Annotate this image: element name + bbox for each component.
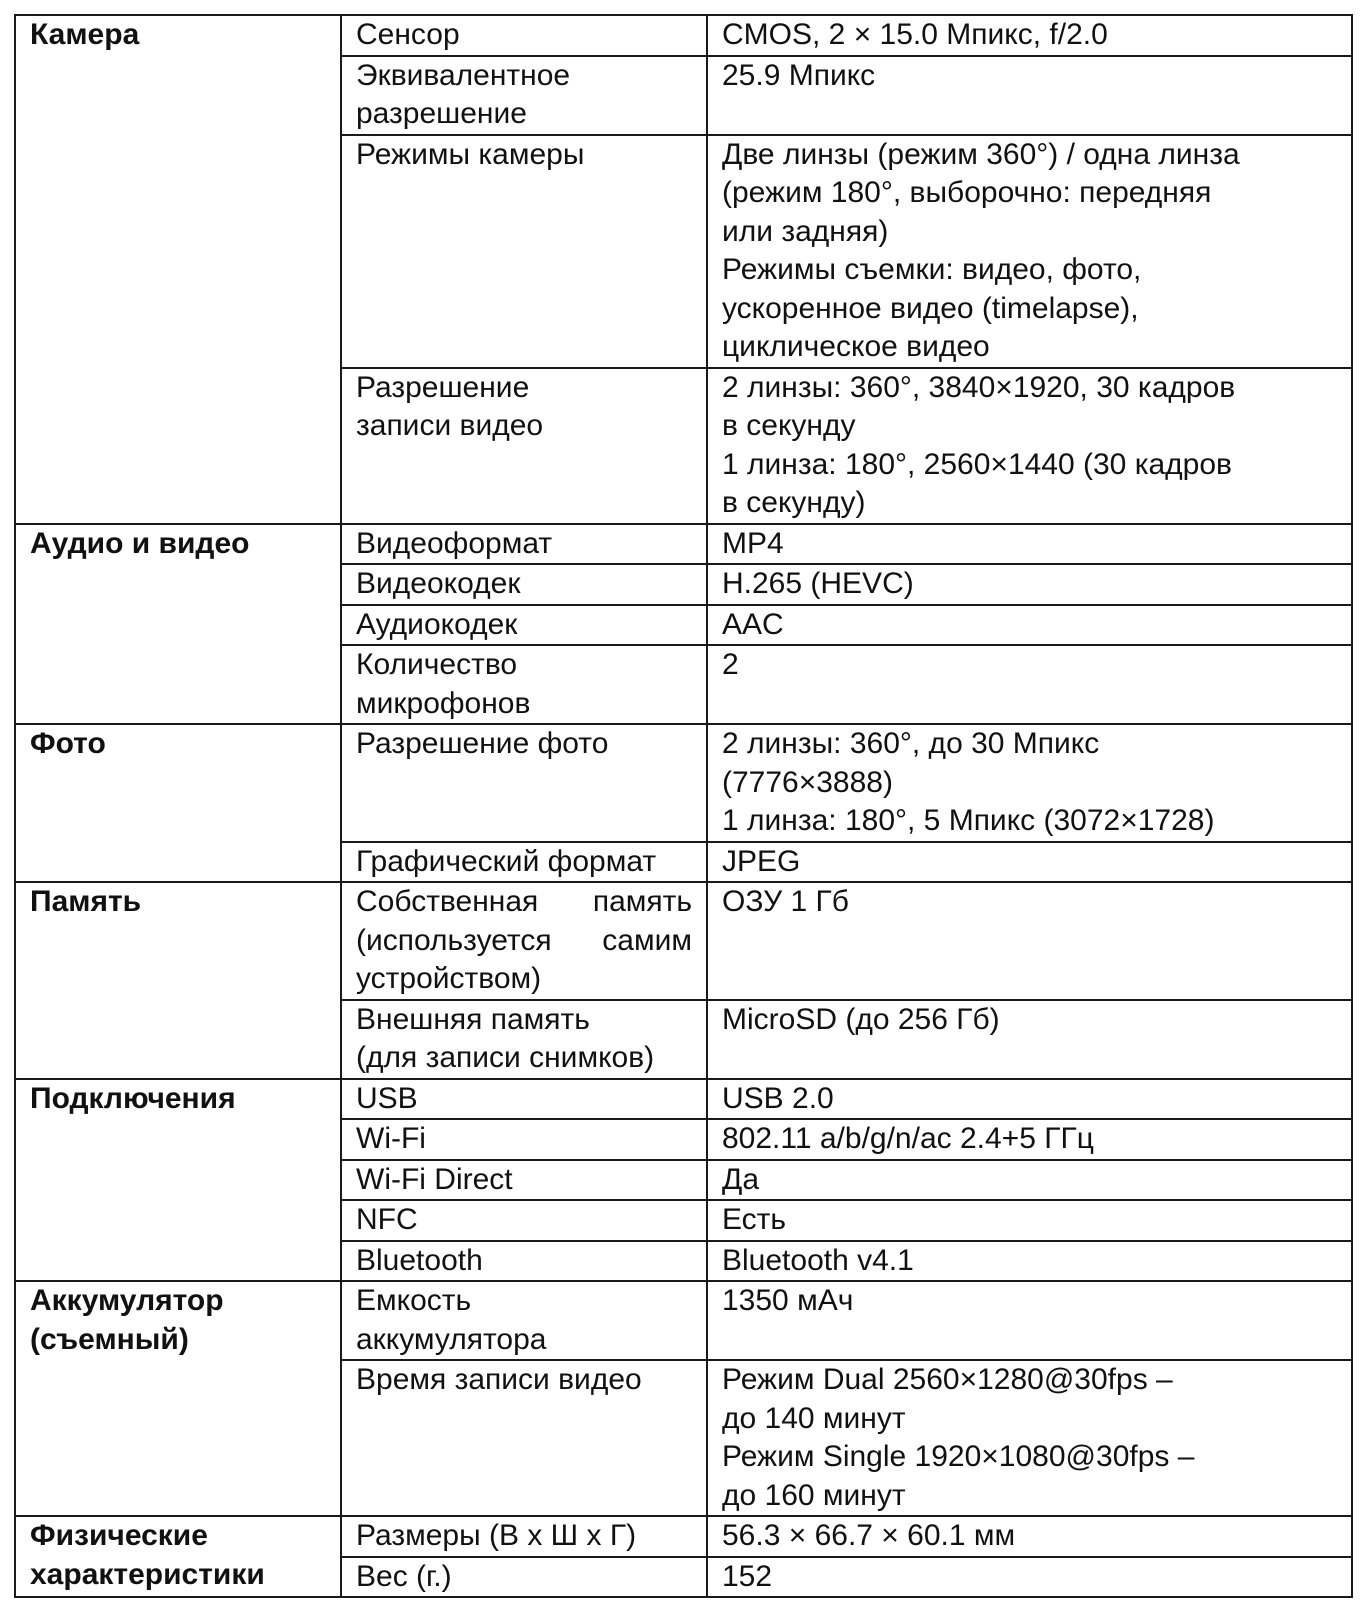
param-value-line: Режим Dual 2560×1280@30fps –: [722, 1363, 1173, 1396]
group-label: [15, 1516, 341, 1597]
param-name-line: разрешение: [356, 97, 527, 130]
param-name-line: Вес (г.): [356, 1559, 452, 1593]
param-name-line: микрофонов: [356, 686, 531, 720]
param-name: [341, 564, 707, 605]
param-value: [707, 605, 1352, 646]
param-value: [707, 1360, 1352, 1516]
param-name: [341, 1000, 707, 1079]
param-name-line: NFC: [356, 1203, 418, 1236]
param-value-line: циклическое видео: [722, 330, 990, 363]
param-value-line: 25.9 Мпикс: [722, 58, 876, 92]
param-value-line: в секунду: [722, 409, 856, 442]
param-name-line: Аудиокодек: [356, 607, 518, 641]
param-value: [707, 882, 1352, 1000]
spec-row: [15, 1516, 1352, 1557]
group-label: [15, 15, 341, 524]
param-value-line: USB 2.0: [722, 1081, 834, 1115]
param-name-line: Внешняя память: [356, 1002, 590, 1036]
param-name: [341, 882, 707, 1000]
group-label-line: Фото: [30, 727, 106, 760]
param-value-line: 1350 мАч: [722, 1284, 854, 1317]
param-value-line: (7776×3888): [722, 765, 893, 799]
param-name-line: Wi-Fi Direct: [356, 1162, 513, 1196]
param-value-line: до 140 минут: [722, 1401, 906, 1435]
param-value-line: 2 линзы: 360°, 3840×1920, 30 кадров: [722, 370, 1236, 404]
param-name-line: Видеоформат: [356, 526, 553, 560]
param-name: [341, 1516, 707, 1557]
param-name-line: аккумулятора: [356, 1322, 547, 1356]
spec-row: [15, 1079, 1352, 1120]
param-value-line: Две линзы (режим 360°) / одна линза: [722, 137, 1240, 171]
param-name: [341, 842, 707, 883]
param-value-line: JPEG: [722, 844, 801, 878]
param-name-line: Графический формат: [356, 844, 657, 878]
param-value-line: 2 линзы: 360°, до 30 Мпикс: [722, 727, 1100, 760]
param-name-line: (используется самим: [356, 923, 692, 957]
param-name-line: Собственная память: [356, 885, 692, 918]
param-name: [341, 1281, 707, 1360]
param-name-line: Эквивалентное: [356, 58, 571, 92]
param-name-line: Разрешение: [356, 370, 530, 404]
param-value-line: (режим 180°, выборочно: передняя: [722, 176, 1212, 209]
param-name: [341, 56, 707, 135]
group-label: [15, 724, 341, 882]
param-value: [707, 1160, 1352, 1201]
param-value: [707, 524, 1352, 565]
param-name-line: Wi-Fi: [356, 1122, 426, 1155]
param-value: [707, 368, 1352, 524]
param-value: [707, 135, 1352, 368]
param-value-line: Bluetooth v4.1: [722, 1243, 914, 1277]
param-value: [707, 15, 1352, 56]
param-value-line: 1 линза: 180°, 2560×1440 (30 кадров: [722, 447, 1232, 481]
param-value-line: Режим Single 1920×1080@30fps –: [722, 1440, 1195, 1473]
param-name-line: Разрешение фото: [356, 727, 609, 760]
specs-table: [14, 14, 1353, 1598]
param-value-line: до 160 минут: [722, 1478, 906, 1512]
spec-row: [15, 724, 1352, 842]
group-label: [15, 1079, 341, 1282]
param-value-line: или задняя): [722, 214, 889, 248]
param-value-line: ускоренное видео (timelapse),: [722, 291, 1139, 325]
param-name: [341, 1200, 707, 1241]
param-value-line: Да: [722, 1162, 760, 1196]
param-value-line: 1 линза: 180°, 5 Мпикс (3072×1728): [722, 804, 1215, 837]
param-name-line: записи видео: [356, 409, 544, 442]
param-name: [341, 605, 707, 646]
param-name-line: устройством): [356, 962, 542, 995]
spec-row: [15, 882, 1352, 1000]
param-name-line: (для записи снимков): [356, 1041, 655, 1074]
param-name: [341, 724, 707, 842]
param-name-line: Емкость: [356, 1284, 472, 1317]
spec-row: [15, 524, 1352, 565]
param-name-line: Режимы камеры: [356, 137, 585, 171]
param-name: [341, 1557, 707, 1598]
param-name-line: Время записи видео: [356, 1363, 642, 1396]
param-value: [707, 1281, 1352, 1360]
param-name: [341, 1119, 707, 1160]
group-label: [15, 882, 341, 1079]
param-name-line: USB: [356, 1081, 418, 1115]
param-name: [341, 1360, 707, 1516]
param-value: [707, 645, 1352, 724]
param-name: [341, 1160, 707, 1201]
param-value-line: Режимы съемки: видео, фото,: [722, 253, 1142, 286]
group-label-line: Память: [30, 885, 142, 918]
param-name-line: Количество: [356, 648, 518, 681]
param-value: [707, 1079, 1352, 1120]
param-value: [707, 842, 1352, 883]
param-value-line: в секунду): [722, 486, 866, 519]
group-label-line: Аудио и видео: [30, 526, 250, 560]
param-value-line: MicroSD (до 256 Гб): [722, 1002, 1000, 1036]
group-label-line: характеристики: [30, 1557, 265, 1591]
param-value: [707, 1557, 1352, 1598]
param-name-line: Bluetooth: [356, 1243, 483, 1277]
group-label-line: Подключения: [30, 1081, 236, 1115]
param-name: [341, 135, 707, 368]
param-value-line: 152: [722, 1559, 773, 1593]
param-value-line: MP4: [722, 526, 784, 560]
param-value: [707, 1241, 1352, 1282]
specs-table-body: [15, 15, 1352, 1597]
param-name: [341, 524, 707, 565]
group-label-line: Аккумулятор: [30, 1284, 224, 1317]
group-label: [15, 1281, 341, 1516]
param-value-line: 802.11 a/b/g/n/ac 2.4+5 ГГц: [722, 1122, 1094, 1155]
param-value-line: H.265 (HEVC): [722, 567, 914, 600]
param-name: [341, 15, 707, 56]
param-value-line: CMOS, 2 × 15.0 Мпикс, f/2.0: [722, 18, 1108, 51]
param-name: [341, 645, 707, 724]
param-value-line: 56.3 × 66.7 × 60.1 мм: [722, 1519, 1016, 1552]
param-value-line: AAC: [722, 607, 784, 641]
group-label-line: (съемный): [30, 1322, 189, 1356]
spec-row: [15, 1281, 1352, 1360]
param-value: [707, 724, 1352, 842]
param-value: [707, 1119, 1352, 1160]
param-name: [341, 368, 707, 524]
param-value: [707, 1200, 1352, 1241]
param-name: [341, 1241, 707, 1282]
param-value: [707, 1516, 1352, 1557]
param-value-line: ОЗУ 1 Гб: [722, 885, 849, 918]
spec-row: [15, 15, 1352, 56]
param-name-block: [356, 883, 692, 999]
group-label-line: Камера: [30, 18, 140, 51]
param-name-line: Размеры (В х Ш х Г): [356, 1519, 637, 1552]
param-value-line: Есть: [722, 1203, 787, 1236]
group-label-line: Физические: [30, 1519, 208, 1552]
param-name: [341, 1079, 707, 1120]
param-value: [707, 564, 1352, 605]
param-value: [707, 56, 1352, 135]
param-name-line: Видеокодек: [356, 567, 521, 600]
param-name-line: Сенсор: [356, 18, 460, 51]
param-value-line: 2: [722, 648, 739, 681]
group-label: [15, 524, 341, 725]
param-value: [707, 1000, 1352, 1079]
